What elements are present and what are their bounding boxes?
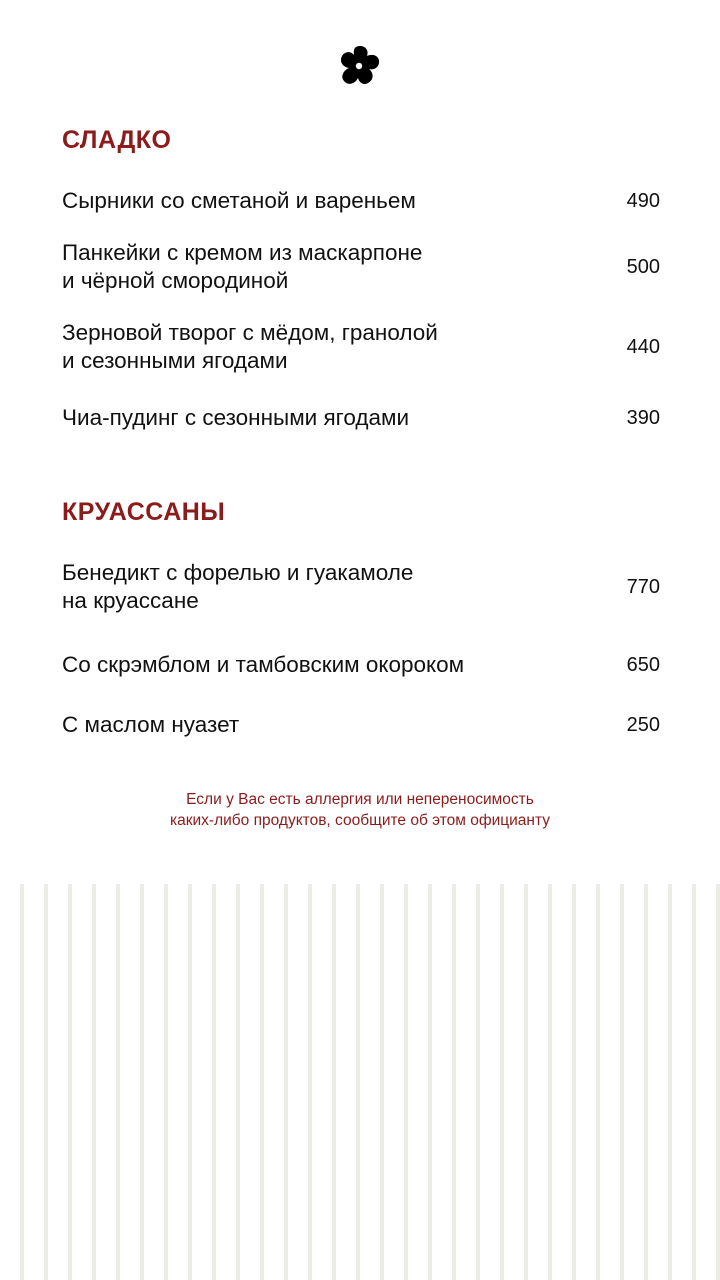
menu-item-name — [62, 404, 409, 432]
menu-item-price: 490 — [626, 189, 660, 212]
menu-item — [62, 650, 660, 680]
menu-item-price: 440 — [626, 335, 660, 358]
menu-item-price: 770 — [626, 575, 660, 598]
menu-item — [62, 403, 660, 433]
menu-item-price: 250 — [626, 713, 660, 736]
menu-item-name — [62, 559, 413, 615]
menu-item-name-line: Панкейки с кремом из маскарпоне — [62, 240, 423, 265]
decorative-stripes — [0, 884, 720, 1280]
menu-item — [62, 558, 660, 616]
menu-item-name-line: и чёрной смородиной — [62, 268, 289, 293]
section-title-sweet: СЛАДКО — [62, 126, 172, 154]
menu-item-name — [62, 239, 422, 295]
menu-item — [62, 710, 660, 740]
menu-item-name — [62, 187, 416, 215]
menu-item-price: 500 — [626, 255, 660, 278]
menu-item-name — [62, 319, 438, 375]
menu-item-name-line: Зерновой творог с мёдом, гранолой — [62, 320, 438, 345]
menu-item-name-line: С маслом нуазет — [62, 712, 240, 737]
menu-item — [62, 238, 660, 296]
menu-item — [62, 318, 660, 376]
menu-item-name-line: Бенедикт с форелью и гуакамоле — [62, 560, 414, 585]
menu-item-price: 650 — [626, 653, 660, 676]
menu-item-name — [62, 651, 464, 679]
menu-item-name-line: Чиа-пудинг с сезонными ягодами — [62, 405, 410, 430]
flower-logo-icon — [338, 44, 382, 88]
menu-item — [62, 186, 660, 216]
menu-item-price: 390 — [626, 406, 660, 429]
menu-item-name — [62, 711, 239, 739]
allergy-note-line: Если у Вас есть аллергия или непереносимость — [186, 791, 534, 808]
section-title-croissants: КРУАССАНЫ — [62, 498, 226, 526]
allergy-note — [0, 789, 720, 831]
menu-item-name-line: Со скрэмблом и тамбовским окороком — [62, 652, 465, 677]
allergy-note-line: каких-либо продуктов, сообщите об этом официанту — [170, 812, 550, 829]
menu-item-name-line: Сырники со сметаной и вареньем — [62, 188, 416, 213]
menu-item-name-line: и сезонными ягодами — [62, 348, 288, 373]
menu-item-name-line: на круассане — [62, 588, 199, 613]
